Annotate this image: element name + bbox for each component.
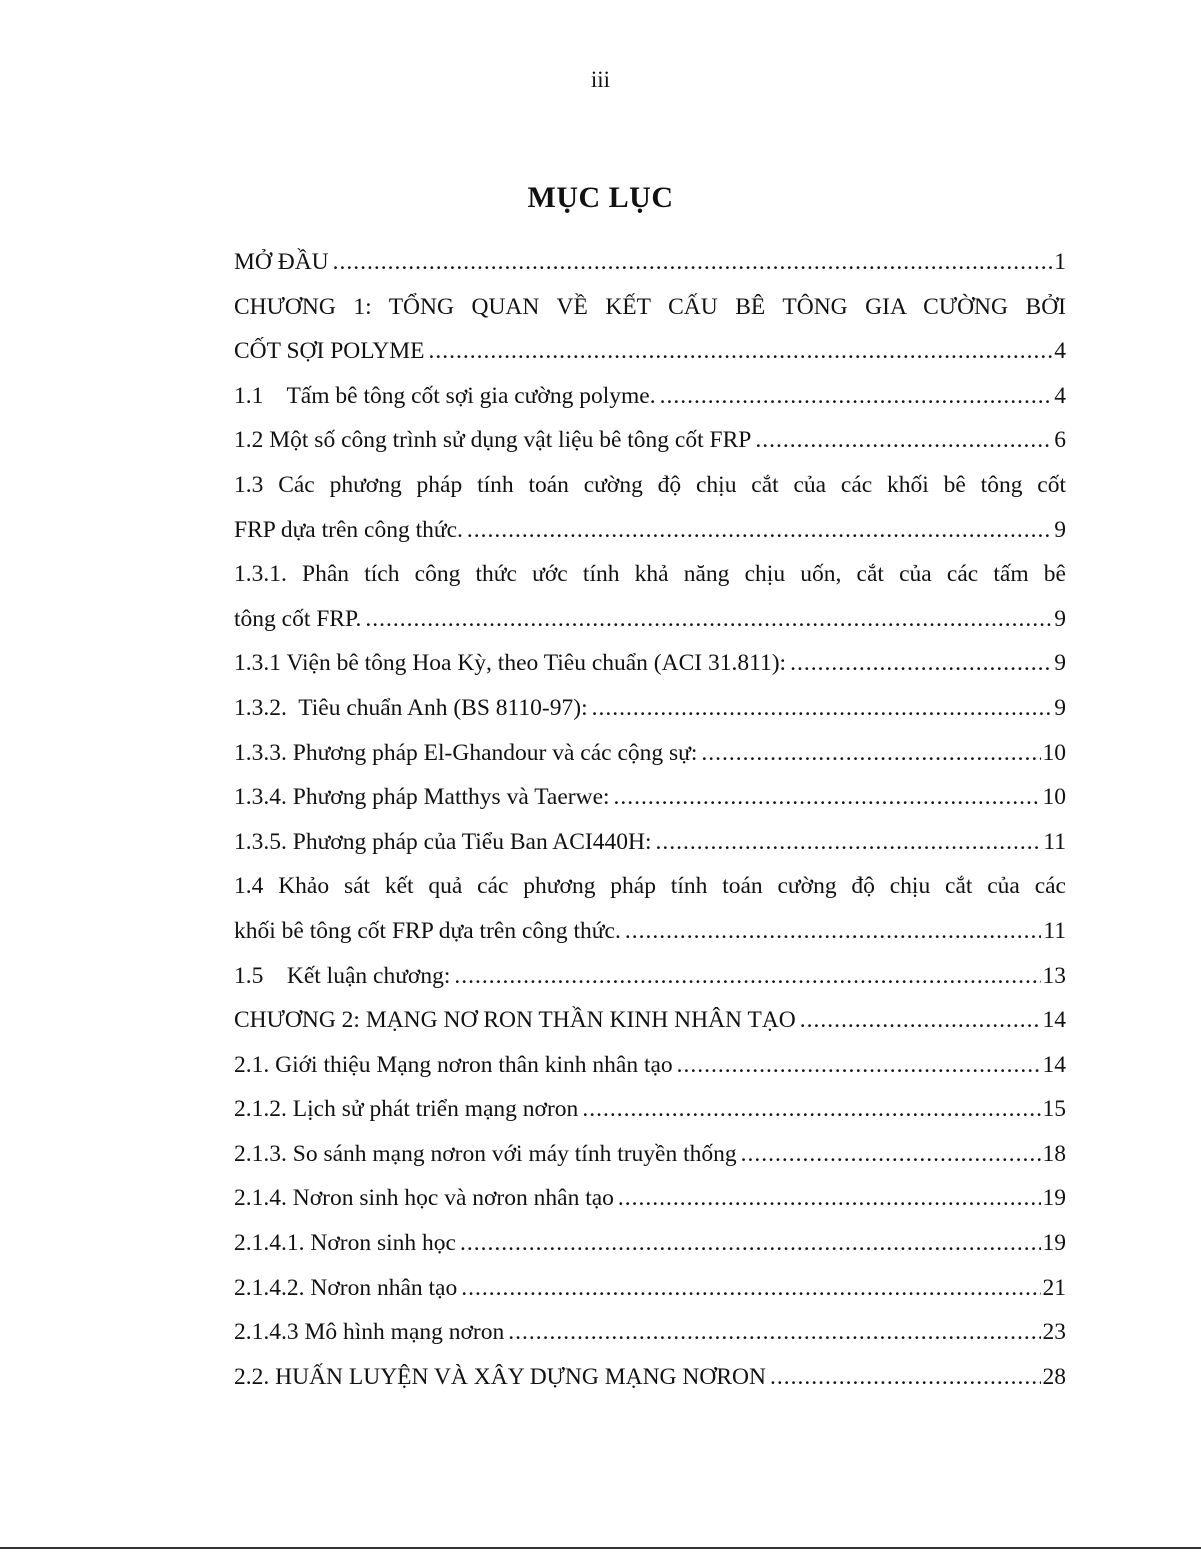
toc-entry[interactable] xyxy=(234,1355,1066,1400)
dot-leader xyxy=(800,998,1041,1043)
toc-entry-label: 2.1.4.3 Mô hình mạng nơron xyxy=(234,1319,505,1346)
toc-entry[interactable] xyxy=(234,508,1066,553)
toc-entry[interactable] xyxy=(234,954,1066,999)
toc-entry[interactable] xyxy=(234,731,1066,776)
toc-page-number: 19 xyxy=(1042,1185,1066,1212)
dot-leader xyxy=(365,597,1052,642)
toc-entry-label: FRP dựa trên công thức. xyxy=(234,516,463,543)
toc-page-number: 14 xyxy=(1042,1051,1066,1078)
dot-leader xyxy=(618,1176,1041,1221)
dot-leader xyxy=(428,329,1052,374)
toc-entry[interactable] xyxy=(234,909,1066,954)
toc-entry-label: 1.5 Kết luận chương: xyxy=(234,962,451,989)
toc-entry-label: 1.3.5. Phương pháp của Tiểu Ban ACI440H: xyxy=(234,828,652,855)
toc-entry-label: 2.1. Giới thiệu Mạng nơron thân kinh nhân tạo xyxy=(234,1051,673,1078)
toc-page-number: 23 xyxy=(1042,1319,1066,1346)
toc-page-number: 13 xyxy=(1042,962,1066,989)
toc-entry[interactable] xyxy=(234,418,1066,463)
dot-leader xyxy=(592,686,1053,731)
toc-page-number: 14 xyxy=(1042,1007,1066,1034)
toc-entry[interactable] xyxy=(234,240,1066,285)
toc-entry[interactable] xyxy=(234,998,1066,1043)
toc-entry-label: 2.1.2. Lịch sử phát triển mạng nơron xyxy=(234,1096,579,1123)
toc-page-number: 19 xyxy=(1042,1230,1066,1257)
toc-entry[interactable] xyxy=(234,775,1066,820)
toc-entry-label: tông cốt FRP. xyxy=(234,605,362,632)
toc-page-number: 4 xyxy=(1054,338,1066,365)
toc-page-number: 10 xyxy=(1042,784,1066,811)
toc-page-number: 11 xyxy=(1043,917,1066,944)
dot-leader xyxy=(614,775,1041,820)
toc-entry-first-line[interactable]: 1.3 Các phương pháp tính toán cường độ chịu cắt của các khối bê tông cốt xyxy=(234,471,1066,498)
toc-entry-label: khối bê tông cốt FRP dựa trên công thức. xyxy=(234,917,621,944)
page-title: MỤC LỤC xyxy=(527,181,674,214)
toc-page-number: 15 xyxy=(1042,1096,1066,1123)
dot-leader xyxy=(660,374,1053,419)
toc-entry[interactable] xyxy=(234,686,1066,731)
dot-leader xyxy=(467,508,1052,553)
toc-entry-label: 1.3.4. Phương pháp Matthys và Taerwe: xyxy=(234,784,610,811)
toc-entry[interactable] xyxy=(234,1043,1066,1088)
toc-page-number: 28 xyxy=(1042,1363,1066,1390)
toc-entry[interactable] xyxy=(234,374,1066,419)
toc-entry[interactable] xyxy=(234,329,1066,374)
dot-leader xyxy=(508,1310,1040,1355)
toc-entry-label: 1.3.3. Phương pháp El-Ghandour và các cộng sự: xyxy=(234,739,698,766)
toc-entry-label: 2.1.4. Nơron sinh học và nơron nhân tạo xyxy=(234,1185,614,1212)
toc-entry[interactable] xyxy=(234,820,1066,865)
toc-entry-label: CHƯƠNG 2: MẠNG NƠ RON THẦN KINH NHÂN TẠO xyxy=(234,1007,796,1034)
toc-page-number: 10 xyxy=(1042,739,1066,766)
dot-leader xyxy=(755,418,1052,463)
dot-leader xyxy=(770,1355,1041,1400)
toc-entry-label: 1.3.2. Tiêu chuẩn Anh (BS 8110-97): xyxy=(234,694,588,721)
dot-leader xyxy=(454,954,1040,999)
toc-entry-label: 2.2. HUẤN LUYỆN VÀ XÂY DỰNG MẠNG NƠRON xyxy=(234,1363,766,1390)
toc-page-number: 21 xyxy=(1042,1274,1066,1301)
toc-entry-first-line[interactable]: CHƯƠNG 1: TỔNG QUAN VỀ KẾT CẤU BÊ TÔNG GIA CƯỜNG BỞI xyxy=(234,293,1066,320)
table-of-contents xyxy=(234,240,1066,1399)
toc-page-number: 18 xyxy=(1042,1140,1066,1167)
toc-entry-label: 1.2 Một số công trình sử dụng vật liệu bê tông cốt FRP xyxy=(234,427,752,454)
page-bottom-edge xyxy=(0,1547,1201,1549)
toc-entry[interactable] xyxy=(234,1266,1066,1311)
toc-entry-label: MỞ ĐẦU xyxy=(234,249,329,275)
toc-page-number: 1 xyxy=(1054,249,1066,275)
toc-page-number: 6 xyxy=(1054,427,1066,454)
toc-entry-label: 2.1.3. So sánh mạng nơron với máy tính truyền thống xyxy=(234,1140,737,1167)
toc-entry[interactable] xyxy=(234,1087,1066,1132)
toc-entry[interactable] xyxy=(234,1310,1066,1355)
toc-entry[interactable] xyxy=(234,1176,1066,1221)
dot-leader xyxy=(790,641,1052,686)
toc-page-number: 11 xyxy=(1043,828,1066,855)
dot-leader xyxy=(677,1043,1041,1088)
page-number: iii xyxy=(590,67,611,92)
toc-page-number: 9 xyxy=(1054,650,1066,677)
dot-leader xyxy=(460,1221,1041,1266)
dot-leader xyxy=(333,240,1053,285)
toc-page-number: 9 xyxy=(1054,516,1066,543)
toc-entry[interactable] xyxy=(234,641,1066,686)
toc-page-number: 4 xyxy=(1054,382,1066,409)
dot-leader xyxy=(625,909,1042,954)
toc-entry[interactable] xyxy=(234,597,1066,642)
toc-page-number: 9 xyxy=(1054,605,1066,632)
dot-leader xyxy=(656,820,1042,865)
toc-entry[interactable] xyxy=(234,1221,1066,1266)
toc-entry-first-line[interactable]: 1.3.1. Phân tích công thức ước tính khả năng chịu uốn, cắt của các tấm bê xyxy=(234,561,1066,588)
toc-entry-label: 1.3.1 Viện bê tông Hoa Kỳ, theo Tiêu chuẩn (ACI 31.811): xyxy=(234,650,787,677)
dot-leader xyxy=(701,731,1040,776)
toc-entry[interactable] xyxy=(234,1132,1066,1177)
toc-entry-first-line[interactable]: 1.4 Khảo sát kết quả các phương pháp tính toán cường độ chịu cắt của các xyxy=(234,873,1066,900)
dot-leader xyxy=(461,1266,1040,1311)
toc-entry-label: 2.1.4.1. Nơron sinh học xyxy=(234,1230,456,1257)
toc-entry-label: 2.1.4.2. Nơron nhân tạo xyxy=(234,1274,458,1301)
dot-leader xyxy=(741,1132,1041,1177)
toc-entry-label: CỐT SỢI POLYME xyxy=(234,338,425,365)
dot-leader xyxy=(582,1087,1040,1132)
toc-page-number: 9 xyxy=(1054,694,1066,721)
toc-entry-label: 1.1 Tấm bê tông cốt sợi gia cường polyme. xyxy=(234,382,656,409)
